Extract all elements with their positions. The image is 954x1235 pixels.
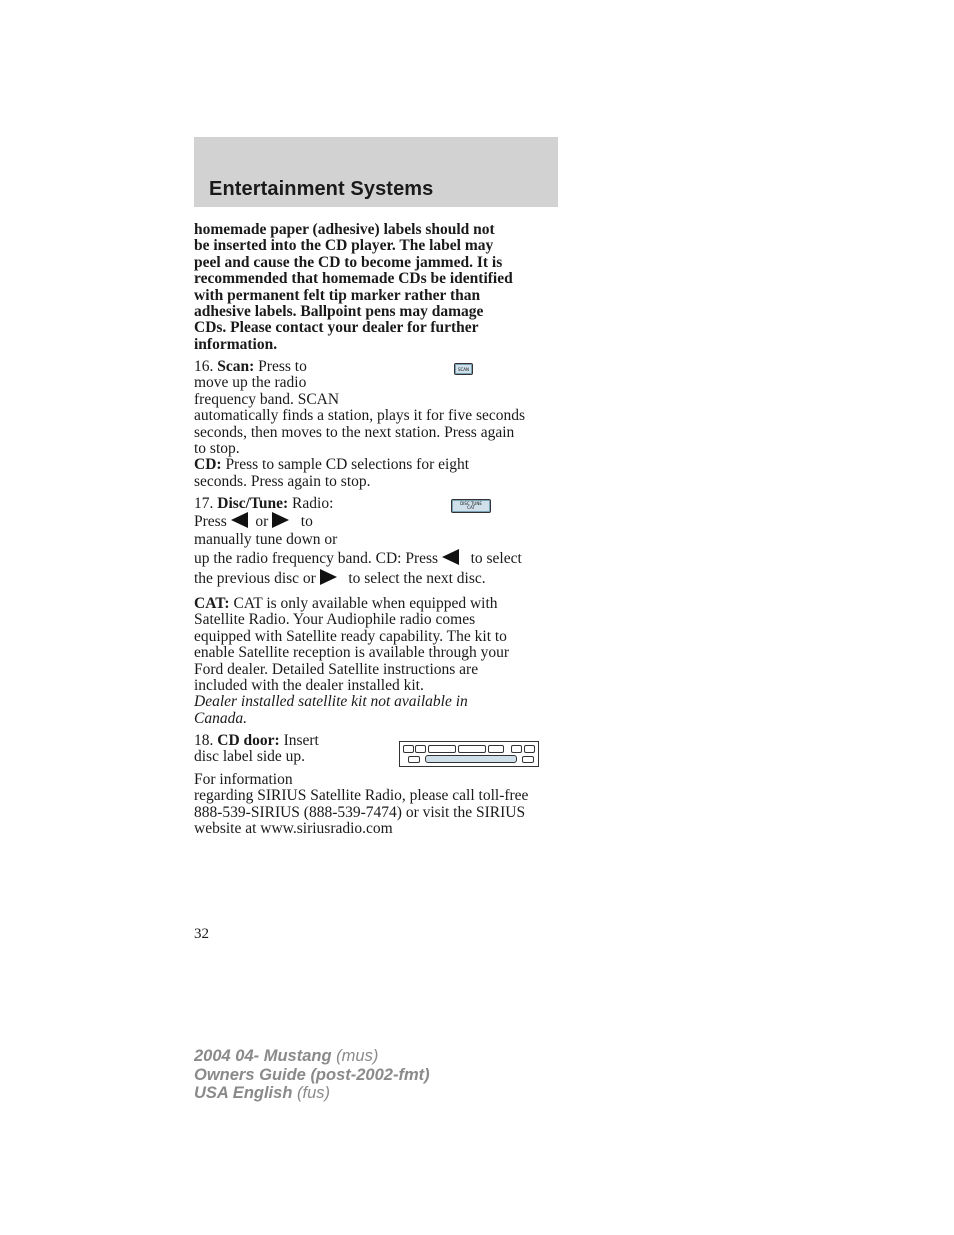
document-footer: 2004 04- Mustang (mus) Owners Guide (post-2002-fmt) USA English (fus) (194, 1047, 430, 1102)
panel-button (428, 745, 456, 753)
warning-line: peel and cause the CD to become jammed. It is (194, 253, 503, 271)
panel-button (408, 756, 420, 763)
warning-paragraph (194, 222, 562, 353)
section-header (194, 137, 558, 207)
warning-line: be inserted into the CD player. The label may (194, 237, 494, 255)
warning-line: with permanent felt tip marker rather than (194, 286, 481, 304)
panel-button (415, 745, 426, 753)
item-cd-door: 18. CD door: Insert disc label side up. (194, 732, 319, 766)
tune-down-arrow-icon (231, 512, 248, 528)
next-disc-arrow-icon (320, 569, 337, 585)
warning-line: adhesive labels. Ballpoint pens may damage (194, 303, 484, 321)
item-number: 16. (194, 358, 214, 375)
warning-line: information. (194, 335, 278, 353)
item-scan: 16. Scan: Press to move up the radio frequency band. SCAN automatically finds a station, plays it for five seconds seconds, then moves to the next station. Press again to stop. CD: Press to sample CD selections for eight seconds. Press again to stop. (194, 358, 526, 490)
cd-player-panel-illustration (399, 741, 539, 767)
panel-button (458, 745, 486, 753)
warning-line: homemade paper (adhesive) labels should not (194, 221, 495, 238)
warning-line: recommended that homemade CDs be identified (194, 270, 513, 288)
previous-disc-arrow-icon (442, 549, 459, 565)
panel-button (524, 745, 535, 753)
cd-slot (425, 755, 517, 763)
page-number: 32 (194, 926, 209, 942)
panel-button (488, 745, 504, 753)
disc-tune-button-icon: DISC TUNE CAT (451, 499, 491, 513)
section-title: Entertainment Systems (209, 178, 434, 200)
panel-button (522, 756, 534, 763)
panel-button (403, 745, 414, 753)
sirius-info-paragraph: For information regarding SIRIUS Satellite Radio, please call toll-free 888-539-SIRIUS (888-539-7474) or visit the SIRIUS website at www.siriusradio.com (194, 771, 529, 838)
panel-button (511, 745, 522, 753)
item-disc-tune: 17. Disc/Tune: Radio: Press or to manually tune down or up the radio frequency band. CD: Press to select the previous disc or to select the next disc. (194, 495, 522, 587)
cat-paragraph: CAT: CAT is only available when equipped with Satellite Radio. Your Audiophile radio comes equipped with Satellite ready capability. The kit to enable Satellite reception is available through your Ford dealer. Detailed Satellite instructions are included with the dealer installed kit. Dealer installed satellite kit not available in Canada. (194, 595, 510, 727)
warning-line: CDs. Please contact your dealer for further (194, 319, 479, 337)
scan-button-icon: SCAN (454, 363, 473, 375)
item-label: Scan: (217, 358, 255, 375)
tune-up-arrow-icon (272, 512, 289, 528)
